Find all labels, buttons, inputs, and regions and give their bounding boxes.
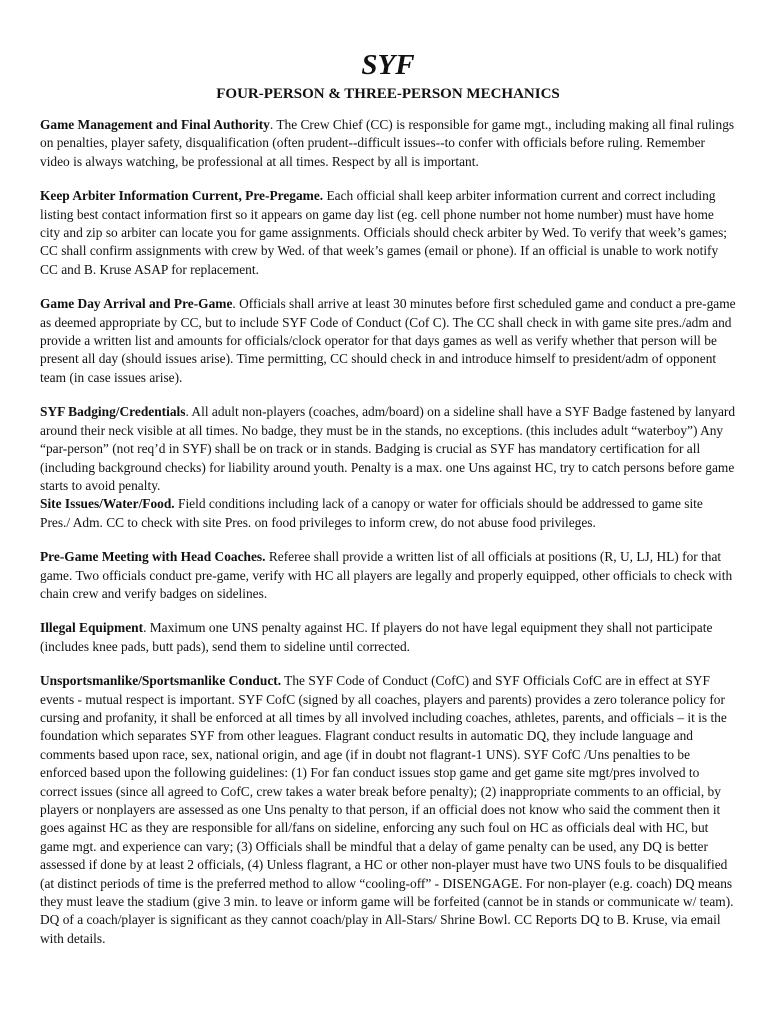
section-illegal-equipment <box>40 619 736 656</box>
document-title: SYF <box>361 49 415 81</box>
section-heading: Illegal Equipment <box>40 620 144 636</box>
section-heading: Game Management and Final Authority <box>40 117 270 132</box>
section-body: Each official shall keep arbiter information current and correct including listing best contact information first so it appears on game day list (eg. cell phone number not home number) must have home city and zip so arbiter can locate you for game assignments. Officials should check arbiter by Wed. To verify that week’s games; CC shall confirm assignments with crew by Wed. of that week’s games (email or phone). If an official is unable to work notify CC and B. Kruse ASAP for replacement. <box>40 188 728 277</box>
section-badging <box>40 403 736 495</box>
section-heading: Keep Arbiter Information Current, Pre-Pregame. <box>40 188 324 204</box>
section-heading: Game Day Arrival and Pre-Game <box>40 296 233 312</box>
section-conduct <box>40 672 736 948</box>
section-heading: Pre-Game Meeting with Head Coaches. <box>40 549 266 565</box>
section-body: . Officials shall arrive at least 30 minutes before first scheduled game and conduct a pre-game as deemed appropriate by CC, but to include SYF Code of Conduct (Cof C). The CC shall check in with game site pres./adm and provide a written list and amounts for officials/clock operator for that days games as well as verify whether that person will be present all day (should issues arise). Time permitting, CC should check in and introduce himself to president/adm of opponent team (in case issues arise). <box>40 296 736 385</box>
section-body: Field conditions including lack of a canopy or water for officials should be addressed to game site Pres./ Adm. CC to check with site Pres. on food privileges to inform crew, do not abuse food privileges. <box>40 496 703 530</box>
section-heading: Unsportsmanlike/Sportsmanlike Conduct. <box>40 673 282 689</box>
section-heading: Site Issues/Water/Food. <box>40 496 175 512</box>
section-arbiter-information <box>40 187 736 279</box>
section-game-management <box>40 116 736 171</box>
section-game-day-arrival <box>40 295 736 387</box>
section-heading: SYF Badging/Credentials <box>40 404 186 420</box>
section-body: . Maximum one UNS penalty against HC. If players do not have legal equipment they shall not participate (includes knee pads, butt pads), send them to sideline until corrected. <box>40 620 713 654</box>
section-site-issues <box>40 495 736 532</box>
section-body: The SYF Code of Conduct (CofC) and SYF Officials CofC are in effect at SYF events - mutual respect is important. SYF CofC (signed by all coaches, players and parents) provides a zero tolerance policy for cursing and profanity, it shall be enforced at all times by all involved including coaches, athletes, parents, and officials – it is the foundation which separates SYF from other leagues. Flagrant conduct results in automatic DQ, they include language and comments based upon race, sex, national origin, and age (if in doubt not flagrant-1 UNS). SYF CofC /Uns penalties to be enforced based upon the following guidelines: (1) For fan conduct issues stop game and get game site mgt/pres involved to correct issues (since all agreed to CofC, crew takes a water break before penalty); (2) inappropriate comments to an official, by players or nonplayers are assessed as one Uns penalty to that person, if an official does not know who said the comment then it goes against HC as they are responsible for all/fans on sideline, enforcing any such foul on HC as officials deal with HC, but game mgt. and experience can vary; (3) Officials shall be mindful that a delay of game penalty can be used, any DQ is better assessed if done by at least 2 officials, (4) Unless flagrant, a HC or other non-player must have two UNS fouls to be disqualified (at distinct periods of time is the preferred method to allow “cooling-off” - DISENGAGE. For non-player (e.g. coach) DQ means they must leave the stadium (give 3 min. to leave or inform game will be forfeited (cannot be in stands or communicate w/ team). DQ of a coach/player is significant as they cannot coach/play in All-Stars/ Shrine Bowl. CC Reports DQ to B. Kruse, via email with details. <box>40 673 734 946</box>
section-body: . All adult non-players (coaches, adm/board) on a sideline shall have a SYF Badge fastened by lanyard around their neck visible at all times. No badge, they must be in the stands, no exceptions. (this includes adult “waterboy”) Any “par-person” (not req’d in SYF) shall be on track or in stands. Badging is crucial as SYF has mandatory certification for all (including background checks) for liability around youth. Penalty is a max. one Uns against HC, try to catch persons before game starts to avoid penalty. <box>40 404 736 493</box>
section-body: . The Crew Chief (CC) is responsible for game mgt., including making all final rulings on penalties, player safety, disqualification (often prudent--difficult issues--to confer with officials before ruling. Remember video is always watching, be professional at all times. Respect by all is important. <box>40 117 735 169</box>
document-page <box>40 46 736 948</box>
section-body: Referee shall provide a written list of all officials at positions (R, U, LJ, HL) for that game. Two officials conduct pre-game, verify with HC all players are legally and properly equipped, other officials to check with chain crew and verify badges on sidelines. <box>40 549 733 601</box>
section-pregame-meeting <box>40 548 736 603</box>
document-subtitle: FOUR-PERSON & THREE-PERSON MECHANICS <box>216 86 560 102</box>
